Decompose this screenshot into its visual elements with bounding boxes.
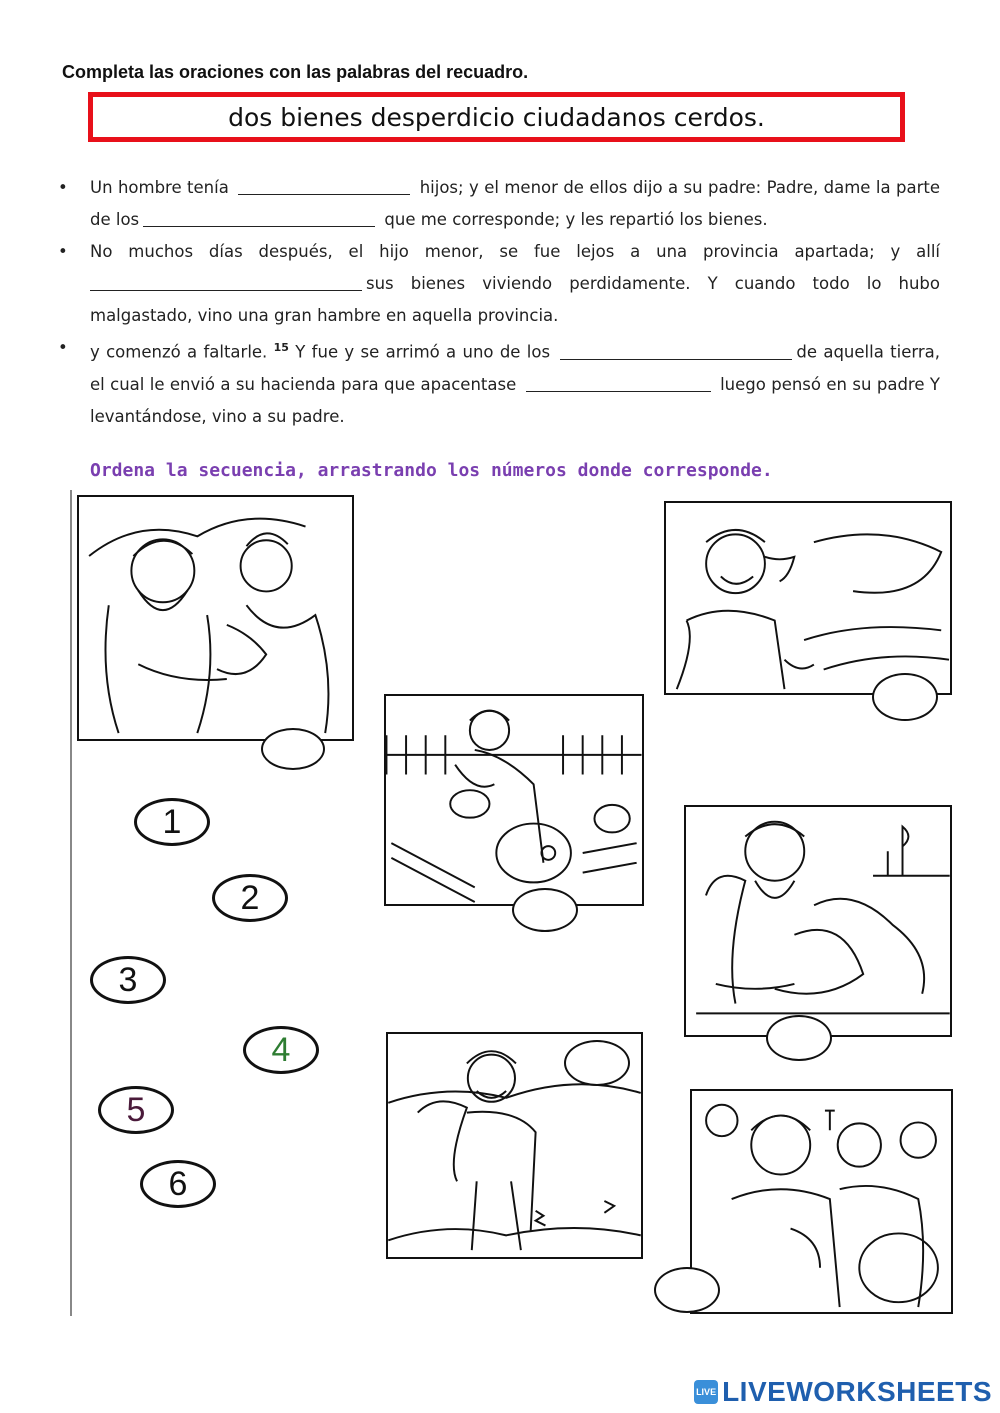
sentence-text: luego pensó en su padre Y levantándose, vino a su padre.: [90, 374, 940, 426]
logo-badge-icon: LIVE: [694, 1380, 718, 1404]
drop-target-1[interactable]: [261, 728, 325, 770]
number-tile-3[interactable]: [90, 956, 166, 1004]
blank-input-1[interactable]: [238, 176, 410, 195]
drop-target-4[interactable]: [766, 1015, 832, 1061]
sentence-text: No muchos días después, el hijo menor, se fue lejos a una provincia apartada; y allí: [90, 242, 940, 261]
sentence-text: Y fue y se arrimó a uno de los: [295, 342, 551, 362]
number-label: 2: [240, 878, 260, 917]
verse-number: 15: [273, 341, 289, 354]
number-tile-1[interactable]: [134, 798, 210, 846]
drop-target-3[interactable]: [512, 888, 578, 932]
drop-target-5[interactable]: [564, 1040, 630, 1086]
number-tile-5[interactable]: [98, 1086, 174, 1134]
picture-celebration-feast: [690, 1089, 953, 1314]
number-tile-2[interactable]: [212, 874, 288, 922]
sentence-3: [58, 332, 940, 433]
number-label: 5: [126, 1090, 146, 1129]
blank-input-3[interactable]: [90, 272, 362, 291]
number-label: 3: [118, 960, 138, 999]
drop-target-6[interactable]: [654, 1267, 720, 1313]
blank-input-4[interactable]: [560, 341, 792, 360]
sentence-text: de aquella tierra, el cual le envió a su hacienda para que apacentase: [90, 342, 940, 394]
word-bank-text: dos bienes desperdicio ciudadanos cerdos.: [228, 102, 765, 132]
number-label: 6: [168, 1164, 188, 1203]
number-label: 1: [162, 802, 182, 841]
word-bank: [88, 92, 905, 142]
number-tile-6[interactable]: [140, 1160, 216, 1208]
picture-son-feeding-pigs: [384, 694, 644, 906]
picture-father-embraces-son: [77, 495, 354, 741]
picture-son-feasting: [664, 501, 952, 695]
blank-input-2[interactable]: [143, 208, 375, 227]
divider-line: [70, 490, 72, 1316]
drop-target-2[interactable]: [872, 673, 938, 721]
number-tile-4[interactable]: [243, 1026, 319, 1074]
sentence-2: [58, 236, 940, 332]
logo-text: LIVEWORKSHEETS: [722, 1376, 992, 1407]
sentence-text: que me corresponde; y les repartió los bienes.: [384, 210, 768, 229]
sentence-1: [58, 172, 940, 236]
sentence-text: y comenzó a faltarle.: [90, 342, 268, 362]
fill-instructions: Completa las oraciones con las palabras del recuadro.: [62, 62, 529, 82]
sentence-list: [58, 172, 940, 433]
sentence-text: sus bienes viviendo perdidamente. Y cuando todo lo hubo malgastado, vino una gran hambre en aquella provincia.: [90, 274, 940, 325]
picture-son-kneels-before-father: [684, 805, 952, 1037]
order-instructions: Ordena la secuencia, arrastrando los números donde corresponde.: [90, 460, 773, 481]
blank-input-5[interactable]: [526, 373, 711, 392]
number-label: 4: [271, 1030, 291, 1069]
liveworksheets-logo: [694, 1376, 992, 1408]
sentence-text: hijos; y el menor de ellos dijo a su padre: Padre, dame la parte de los: [90, 178, 940, 229]
sentence-text: Un hombre tenía: [90, 178, 229, 197]
